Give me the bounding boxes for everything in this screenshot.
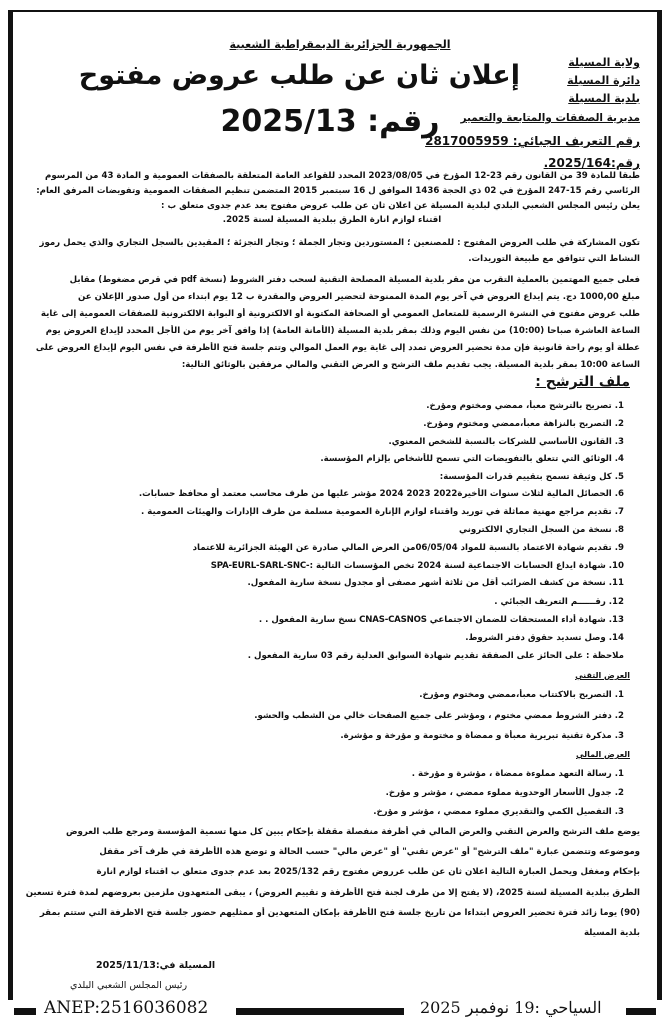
directorate-label: مديرية الصفقات والمتابعة والتعمير: [460, 112, 640, 124]
baladia-label: بلدية المسيلة: [568, 92, 640, 105]
candidacy-item: 11. نسخة من كشف الضرائب أقل من ثلاثة أشهر مصفى أو مجدول نسخة سارية المفعول.: [247, 578, 624, 588]
republic-header: الجمهورية الجزائرية الديمقراطية الشعبية: [229, 38, 451, 51]
announcement-title: إعلان ثان عن طلب عروض مفتوح: [78, 60, 520, 91]
financial-item: 3. التفصيل الكمي والتقديري مملوء ممضي ، مؤشر و مؤرخ.: [373, 807, 624, 817]
candidacy-heading: ملف الترشح :: [535, 374, 630, 390]
candidacy-item: 8. نسخة من السجل التجاري الالكتروني: [458, 525, 624, 535]
candidacy-item: 14. وصل تسديد حقوق دفتر الشروط.: [465, 633, 624, 643]
technical-item: 2. دفتر الشروط ممضي مختوم ، ومؤشر على جميع الصفحات خالي من الشطب والحشو.: [254, 711, 624, 721]
newspaper-date: السياحي :19 نوفمبر 2025: [420, 998, 602, 1017]
instructions-line: الساعة العاشرة صباحا (10:00) من نفس اليوم وذلك بمقر بلدية المسيلة (الأمانة العامة) إذا وافق آخر يوم من الأجل المحدد لإيداع العروض يوم: [45, 326, 640, 336]
daira-label: دائرة المسيلة: [567, 74, 640, 87]
candidacy-item: 12. رقــــــم التعريف الجبائي .: [494, 597, 624, 607]
financial-heading: العرض المالي: [576, 750, 630, 759]
instructions-line: الساعة 10:00 بمقر بلدية المسيلة. يجب تقديم ملف الترشح و العرض التقني والمالي مرفقين بالوثائق التالية:: [181, 360, 640, 370]
subject-line: اقتناء لوازم انارة الطرق ببلدية المسيلة لسنة 2025.: [222, 215, 442, 225]
intro-line: الرئاسي رقم 15-247 المؤرخ في 02 ذي الحجة 1436 الموافق ل 16 سبتمبر 2015 المتضمن تنظيم الصفقات العمومية وتفويضات المرفق العام:: [36, 186, 640, 196]
anep-number: ANEP:2516036082: [44, 998, 209, 1018]
candidacy-item: 1. تصريح بالترشح معبأ، ممضي ومختوم ومؤرخ.: [426, 401, 624, 411]
intro-line: يعلن رئيس المجلس الشعبي البلدي لبلدية المسيلة عن اعلان ثان عن طلب عروض مفتوح بعد عدم جدوى متعلق ب :: [161, 201, 640, 211]
technical-item: 3. مذكرة تقنية تبريرية معبأة و ممضاة و مختومة و مؤرخة و مؤشرة.: [340, 731, 624, 741]
footer-bar: [236, 1008, 404, 1015]
intro-line: طبقا للمادة 39 من القانون رقم 23-12 المؤرخ في 2023/08/05 المحدد للقواعد العامة المتعلقة بالصفقات العمومية و المادة 43 من المرسوم: [45, 171, 640, 181]
closing-line: الطرق ببلدية المسيلة لسنة 2025، (لا يفتح إلا من طرف لجنة فتح الأظرفة و تقييم العروض) ، يبقى المتعهدون ملزمين بعروضهم لمدة فترة تسعين: [25, 888, 640, 898]
candidacy-item: 7. تقديم مراجع مهنية مماثلة في توريد واقتناء لوازم الإنارة العمومية مسلمة من طرف الإدارات والهيئات العمومية .: [141, 507, 624, 517]
closing-line: بإحكام ومغفل ويحمل العبارة التالية اعلان ثان عن طلب عرروض مفتوح رقم 2025/132 بعد عدم جدوى متعلق ب اقتناء لوازم انارة: [96, 867, 640, 877]
technical-heading: العرض التقني: [575, 671, 630, 680]
tax-id: رقم التعريف الجبائي: 2817005959: [425, 134, 640, 148]
announcement-number: رقم: 2025/13: [220, 104, 440, 139]
signature-title: رئيس المجلس الشعبي البلدي: [70, 980, 188, 991]
financial-item: 2. جدول الأسعار الوحدوية مملوء ممضي ، مؤشر و مؤرخ.: [385, 788, 624, 798]
wilaya-label: ولاية المسيلة: [568, 56, 640, 69]
candidacy-item: 3. القانون الأساسي للشركات بالنسبة للشخص المعنوي.: [388, 437, 624, 447]
candidacy-item: 10. شهادة ايداع الحسابات الاجتماعية لسنة 2024 تخص المؤسسات التالية :-SPA-EURL-SARL-SNC: [210, 561, 624, 571]
closing-line: وموضوعه وتتضمن عبارة "ملف الترشح" أو "عرض تقني" أو "عرض مالي" حسب الحالة و توضع هذه الأظرفة في ظرف آخر مقفل: [99, 847, 640, 857]
participation-line: تكون المشاركة في طلب العروض المفتوح : للمصنعين ؛ المستوردين وتجار الجملة ؛ وتجار التجزئة ؛ المقيدين بالسجل التجاري والذي يحمل رموز: [39, 238, 640, 248]
candidacy-item: 2. التصريح بالنزاهة معبأ،ممضي ومختوم ومؤرخ.: [423, 419, 624, 429]
instructions-line: مبلغ 1000,00 دج. يتم إيداع العروض في آخر يوم المدة الممنوحة لتحضير العروض والمقدرة ب 12 يوم ابتداء من أول صدور الإعلان عن: [77, 292, 640, 302]
instructions-line: طلب عروض مفتوح في النشرة الرسمية للمتعامل العمومي أو الصحافة المكتوبة أو الالكترونية أو البوابة الالكترونية للصفقات العمومية إلى غاية: [40, 309, 640, 319]
participation-line: النشاط التي تتوافق مع طبيعة التوريدات.: [468, 254, 640, 264]
footer-mark-left: [14, 1008, 36, 1015]
financial-item: 1. رسالة التعهد مملوءة ممضاة ، مؤشرة و مؤرخة .: [411, 769, 624, 779]
candidacy-item: 5. كل وثيقة تسمح بتقييم قدرات المؤسسة:: [439, 472, 624, 482]
technical-item: 1. التصريح بالاكتتاب معبأ،ممضي ومختوم ومؤرخ.: [419, 690, 624, 700]
candidacy-item: 13. شهادة أداء المستحقات للضمان الاجتماعي CNAS-CASNOS نسخ سارية المفعول . .: [258, 615, 624, 625]
candidacy-item: 4. الوثائق التي تتعلق بالتفويضات التي تسمح للأشخاص بإلزام المؤسسة.: [320, 454, 624, 464]
instructions-line: فعلى جميع المهتمين بالعملية التقرب من مقر بلدية المسيلة المصلحة التقنية لسحب دفتر الشروط (نسخة pdf في قرص مضغوط) مقابل: [69, 275, 640, 285]
candidacy-item: 9. تقديم شهادة الاعتماد بالنسبة للمواد 06/05/04من العرض المالي صادرة عن الهيئة الجزائرية للاعتماد: [192, 543, 624, 553]
closing-line: (90) يوما زائد فترة تحضير العروض ابتداءا من تاريخ جلسة فتح الأظرفة بإمكان المتعهدين أو ممثليهم حضور جلسة فتح الاظرفة التي ستتم بمقر: [39, 908, 640, 918]
closing-line: بلدية المسيلة: [583, 928, 640, 938]
instructions-line: عطلة أو يوم راحة قانونية فإن مدة تحضير العروض تمدد إلى غاية يوم العمل الموالي وتتم جلسة فتح الأظرفة في نفس اليوم لإيداع العروض على: [35, 343, 640, 353]
footer-mark-right: [626, 1008, 656, 1015]
reference-number: رقم:2025/164.: [543, 156, 640, 170]
signature-date: المسيلة في:2025/11/13: [96, 960, 216, 971]
candidacy-item: 6. الحصائل المالية لثلاث سنوات الأخيرة2022 2023 2024 مؤشر عليها من طرف محاسب معتمد أو محافظ حسابات.: [138, 489, 624, 499]
candidacy-note: ملاحظة : على الحائز على الصفقة تقديم شهادة السوابق العدلية رقم 03 سارية المفعول .: [247, 651, 624, 661]
closing-line: يوضع ملف الترشح والعرض التقني والعرض المالي في أظرفة منفصلة مقفلة بإحكام يبين كل منها تسمية المؤسسة ومرجع طلب العروض: [66, 827, 640, 837]
